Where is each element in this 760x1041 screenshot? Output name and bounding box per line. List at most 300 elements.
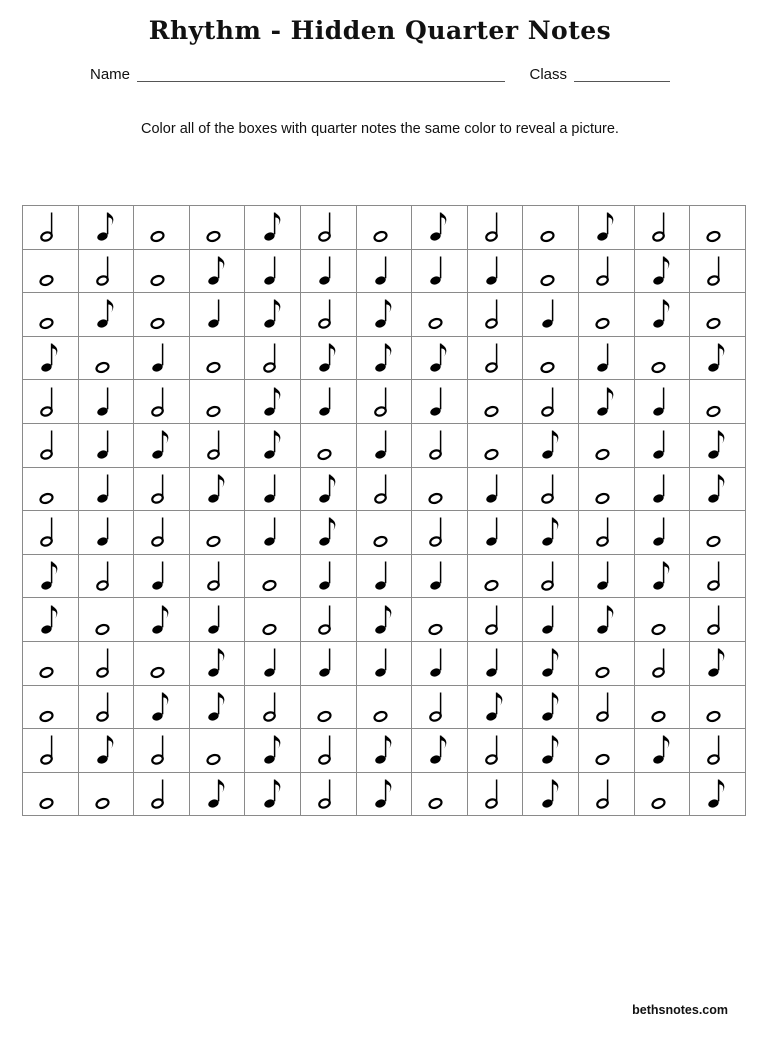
page-title: Rhythm - Hidden Quarter Notes [148, 16, 612, 45]
eighth-note-icon [369, 776, 399, 812]
half-note-icon [480, 340, 510, 376]
whole-note-icon [591, 296, 621, 332]
note-cell-whole-note[interactable] [189, 380, 245, 424]
quarter-note-icon [146, 340, 176, 376]
note-cell-eighth-note[interactable] [690, 772, 746, 816]
note-cell-whole-note[interactable] [300, 685, 356, 729]
note-cell-eighth-note[interactable] [690, 423, 746, 467]
half-note-icon [313, 776, 343, 812]
quarter-note-icon [647, 427, 677, 463]
note-grid [22, 205, 746, 816]
quarter-note-icon [91, 471, 121, 507]
quarter-note-icon [91, 514, 121, 550]
note-cell-whole-note[interactable] [634, 336, 690, 380]
note-cell-eighth-note[interactable] [356, 598, 412, 642]
note-cell-whole-note[interactable] [300, 423, 356, 467]
note-cell-half-note[interactable] [189, 554, 245, 598]
note-cell-whole-note[interactable] [134, 206, 190, 250]
half-note-icon [146, 732, 176, 768]
eighth-note-icon [313, 340, 343, 376]
note-cell-eighth-note[interactable] [356, 729, 412, 773]
eighth-note-icon [258, 384, 288, 420]
note-cell-eighth-note[interactable] [23, 554, 79, 598]
eighth-note-icon [536, 776, 566, 812]
whole-note-icon [35, 689, 65, 725]
note-cell-eighth-note[interactable] [23, 336, 79, 380]
note-cell-eighth-note[interactable] [189, 641, 245, 685]
note-cell-half-note[interactable] [300, 772, 356, 816]
note-cell-half-note[interactable] [467, 772, 523, 816]
note-cell-eighth-note[interactable] [245, 293, 301, 337]
whole-note-icon [424, 602, 454, 638]
whole-note-icon [202, 514, 232, 550]
note-cell-eighth-note[interactable] [690, 336, 746, 380]
quarter-note-icon [424, 253, 454, 289]
note-cell-quarter-note[interactable] [134, 336, 190, 380]
note-cell-eighth-note[interactable] [412, 729, 468, 773]
note-cell-eighth-note[interactable] [134, 685, 190, 729]
note-cell-whole-note[interactable] [356, 206, 412, 250]
quarter-note-icon [480, 253, 510, 289]
eighth-note-icon [536, 645, 566, 681]
eighth-note-icon [369, 732, 399, 768]
note-cell-eighth-note[interactable] [300, 336, 356, 380]
note-cell-whole-note[interactable] [23, 467, 79, 511]
whole-note-icon [702, 384, 732, 420]
note-cell-quarter-note[interactable] [634, 423, 690, 467]
note-cell-whole-note[interactable] [412, 293, 468, 337]
eighth-note-icon [35, 602, 65, 638]
note-cell-eighth-note[interactable] [245, 423, 301, 467]
note-cell-eighth-note[interactable] [412, 336, 468, 380]
note-cell-eighth-note[interactable] [523, 729, 579, 773]
quarter-note-icon [258, 645, 288, 681]
note-cell-eighth-note[interactable] [634, 729, 690, 773]
half-note-icon [424, 689, 454, 725]
note-cell-half-note[interactable] [134, 380, 190, 424]
note-cell-half-note[interactable] [690, 554, 746, 598]
half-note-icon [536, 384, 566, 420]
half-note-icon [591, 514, 621, 550]
eighth-note-icon [424, 209, 454, 245]
note-cell-half-note[interactable] [578, 511, 634, 555]
note-cell-half-note[interactable] [134, 511, 190, 555]
eighth-note-icon [647, 732, 677, 768]
note-cell-eighth-note[interactable] [134, 598, 190, 642]
eighth-note-icon [258, 732, 288, 768]
note-cell-eighth-note[interactable] [523, 423, 579, 467]
note-grid-row [23, 511, 746, 555]
note-cell-eighth-note[interactable] [78, 729, 134, 773]
note-cell-quarter-note[interactable] [412, 249, 468, 293]
whole-note-icon [35, 645, 65, 681]
half-note-icon [35, 732, 65, 768]
whole-note-icon [702, 296, 732, 332]
whole-note-icon [591, 645, 621, 681]
half-note-icon [480, 776, 510, 812]
half-note-icon [313, 602, 343, 638]
whole-note-icon [424, 776, 454, 812]
note-cell-quarter-note[interactable] [245, 249, 301, 293]
note-cell-quarter-note[interactable] [412, 380, 468, 424]
note-cell-whole-note[interactable] [78, 336, 134, 380]
whole-note-icon [591, 471, 621, 507]
note-cell-half-note[interactable] [189, 423, 245, 467]
note-cell-half-note[interactable] [690, 598, 746, 642]
eighth-note-icon [591, 384, 621, 420]
note-cell-quarter-note[interactable] [634, 511, 690, 555]
half-note-icon [647, 209, 677, 245]
whole-note-icon [202, 384, 232, 420]
note-cell-eighth-note[interactable] [690, 641, 746, 685]
note-cell-eighth-note[interactable] [523, 511, 579, 555]
whole-note-icon [369, 514, 399, 550]
note-cell-quarter-note[interactable] [634, 380, 690, 424]
note-cell-eighth-note[interactable] [245, 729, 301, 773]
note-cell-eighth-note[interactable] [578, 206, 634, 250]
note-cell-quarter-note[interactable] [523, 293, 579, 337]
note-grid-row [23, 554, 746, 598]
note-cell-half-note[interactable] [78, 685, 134, 729]
note-cell-quarter-note[interactable] [634, 467, 690, 511]
note-cell-eighth-note[interactable] [523, 772, 579, 816]
eighth-note-icon [202, 645, 232, 681]
note-cell-quarter-note[interactable] [467, 467, 523, 511]
eighth-note-icon [591, 602, 621, 638]
note-cell-whole-note[interactable] [690, 380, 746, 424]
note-cell-whole-note[interactable] [23, 772, 79, 816]
note-cell-half-note[interactable] [23, 423, 79, 467]
quarter-note-icon [369, 558, 399, 594]
note-cell-quarter-note[interactable] [78, 423, 134, 467]
note-cell-quarter-note[interactable] [356, 423, 412, 467]
note-cell-half-note[interactable] [134, 467, 190, 511]
note-cell-whole-note[interactable] [189, 729, 245, 773]
note-cell-quarter-note[interactable] [300, 554, 356, 598]
note-cell-quarter-note[interactable] [78, 467, 134, 511]
student-info-row [0, 45, 760, 82]
note-cell-quarter-note[interactable] [300, 641, 356, 685]
note-cell-eighth-note[interactable] [412, 206, 468, 250]
half-note-icon [313, 296, 343, 332]
note-cell-half-note[interactable] [412, 685, 468, 729]
note-grid-row [23, 206, 746, 250]
note-cell-quarter-note[interactable] [300, 380, 356, 424]
whole-note-icon [35, 296, 65, 332]
note-cell-half-note[interactable] [78, 641, 134, 685]
note-cell-quarter-note[interactable] [300, 249, 356, 293]
note-cell-whole-note[interactable] [578, 729, 634, 773]
note-cell-whole-note[interactable] [78, 772, 134, 816]
note-cell-quarter-note[interactable] [467, 249, 523, 293]
note-cell-quarter-note[interactable] [78, 380, 134, 424]
note-cell-quarter-note[interactable] [78, 511, 134, 555]
note-cell-whole-note[interactable] [690, 511, 746, 555]
note-cell-eighth-note[interactable] [578, 380, 634, 424]
note-cell-quarter-note[interactable] [523, 598, 579, 642]
note-cell-whole-note[interactable] [356, 685, 412, 729]
note-cell-whole-note[interactable] [23, 641, 79, 685]
note-cell-whole-note[interactable] [690, 206, 746, 250]
whole-note-icon [258, 602, 288, 638]
note-cell-whole-note[interactable] [690, 685, 746, 729]
note-cell-eighth-note[interactable] [634, 293, 690, 337]
note-cell-whole-note[interactable] [23, 249, 79, 293]
eighth-note-icon [702, 340, 732, 376]
note-cell-half-note[interactable] [412, 423, 468, 467]
whole-note-icon [258, 558, 288, 594]
note-cell-half-note[interactable] [467, 293, 523, 337]
whole-note-icon [35, 471, 65, 507]
note-cell-eighth-note[interactable] [356, 336, 412, 380]
note-cell-eighth-note[interactable] [300, 467, 356, 511]
whole-note-icon [202, 209, 232, 245]
note-cell-quarter-note[interactable] [189, 293, 245, 337]
note-cell-half-note[interactable] [356, 380, 412, 424]
whole-note-icon [146, 209, 176, 245]
note-cell-whole-note[interactable] [578, 467, 634, 511]
eighth-note-icon [536, 514, 566, 550]
whole-note-icon [91, 340, 121, 376]
note-cell-quarter-note[interactable] [578, 336, 634, 380]
note-cell-half-note[interactable] [578, 685, 634, 729]
note-grid-container [22, 205, 732, 816]
note-cell-eighth-note[interactable] [690, 467, 746, 511]
note-cell-quarter-note[interactable] [412, 641, 468, 685]
whole-note-icon [313, 427, 343, 463]
note-cell-half-note[interactable] [23, 380, 79, 424]
note-cell-eighth-note[interactable] [634, 249, 690, 293]
note-cell-half-note[interactable] [23, 206, 79, 250]
eighth-note-icon [702, 471, 732, 507]
quarter-note-icon [91, 427, 121, 463]
note-cell-whole-note[interactable] [412, 772, 468, 816]
note-cell-whole-note[interactable] [134, 249, 190, 293]
note-cell-eighth-note[interactable] [578, 598, 634, 642]
note-cell-half-note[interactable] [78, 554, 134, 598]
whole-note-icon [702, 209, 732, 245]
quarter-note-icon [369, 427, 399, 463]
half-note-icon [369, 471, 399, 507]
note-cell-whole-note[interactable] [23, 293, 79, 337]
note-cell-whole-note[interactable] [523, 336, 579, 380]
note-cell-half-note[interactable] [467, 206, 523, 250]
note-cell-whole-note[interactable] [523, 206, 579, 250]
note-cell-whole-note[interactable] [245, 598, 301, 642]
note-cell-half-note[interactable] [78, 249, 134, 293]
note-cell-eighth-note[interactable] [356, 293, 412, 337]
half-note-icon [91, 645, 121, 681]
note-cell-eighth-note[interactable] [134, 423, 190, 467]
whole-note-icon [369, 209, 399, 245]
note-cell-eighth-note[interactable] [189, 249, 245, 293]
note-cell-quarter-note[interactable] [356, 641, 412, 685]
note-cell-half-note[interactable] [300, 729, 356, 773]
note-cell-whole-note[interactable] [412, 598, 468, 642]
note-cell-half-note[interactable] [578, 249, 634, 293]
note-cell-eighth-note[interactable] [245, 772, 301, 816]
note-cell-eighth-note[interactable] [356, 772, 412, 816]
quarter-note-icon [313, 253, 343, 289]
note-cell-quarter-note[interactable] [356, 249, 412, 293]
note-cell-half-note[interactable] [245, 685, 301, 729]
note-grid-row [23, 467, 746, 511]
quarter-note-icon [647, 514, 677, 550]
note-cell-eighth-note[interactable] [189, 467, 245, 511]
instructions-text: Color all of the boxes with quarter notes the same color to reveal a picture. [141, 121, 619, 137]
name-input[interactable] [137, 67, 505, 82]
note-cell-half-note[interactable] [300, 293, 356, 337]
half-note-icon [369, 384, 399, 420]
whole-note-icon [146, 645, 176, 681]
eighth-note-icon [202, 253, 232, 289]
half-note-icon [146, 514, 176, 550]
note-cell-half-note[interactable] [23, 729, 79, 773]
whole-note-icon [91, 602, 121, 638]
note-cell-half-note[interactable] [412, 511, 468, 555]
eighth-note-icon [647, 253, 677, 289]
note-cell-eighth-note[interactable] [634, 554, 690, 598]
note-cell-half-note[interactable] [690, 249, 746, 293]
note-cell-whole-note[interactable] [189, 511, 245, 555]
note-cell-quarter-note[interactable] [245, 467, 301, 511]
note-cell-whole-note[interactable] [634, 685, 690, 729]
eighth-note-icon [369, 296, 399, 332]
note-cell-whole-note[interactable] [578, 641, 634, 685]
eighth-note-icon [424, 340, 454, 376]
note-cell-quarter-note[interactable] [412, 554, 468, 598]
whole-note-icon [91, 776, 121, 812]
note-cell-half-note[interactable] [134, 772, 190, 816]
half-note-icon [258, 340, 288, 376]
note-cell-quarter-note[interactable] [134, 554, 190, 598]
note-cell-whole-note[interactable] [23, 685, 79, 729]
note-cell-whole-note[interactable] [578, 293, 634, 337]
whole-note-icon [647, 340, 677, 376]
note-cell-half-note[interactable] [578, 772, 634, 816]
whole-note-icon [591, 427, 621, 463]
whole-note-icon [424, 296, 454, 332]
note-cell-eighth-note[interactable] [523, 685, 579, 729]
eighth-note-icon [35, 340, 65, 376]
quarter-note-icon [369, 253, 399, 289]
note-cell-quarter-note[interactable] [189, 598, 245, 642]
note-grid-row [23, 772, 746, 816]
note-cell-quarter-note[interactable] [578, 554, 634, 598]
note-cell-eighth-note[interactable] [523, 641, 579, 685]
note-cell-half-note[interactable] [300, 206, 356, 250]
eighth-note-icon [91, 209, 121, 245]
whole-note-icon [647, 776, 677, 812]
half-note-icon [202, 558, 232, 594]
note-cell-whole-note[interactable] [412, 467, 468, 511]
note-cell-half-note[interactable] [467, 336, 523, 380]
note-cell-whole-note[interactable] [134, 641, 190, 685]
half-note-icon [702, 253, 732, 289]
note-cell-whole-note[interactable] [189, 336, 245, 380]
note-cell-whole-note[interactable] [634, 598, 690, 642]
note-cell-quarter-note[interactable] [245, 511, 301, 555]
eighth-note-icon [258, 776, 288, 812]
note-cell-half-note[interactable] [300, 598, 356, 642]
note-cell-quarter-note[interactable] [467, 511, 523, 555]
note-cell-whole-note[interactable] [634, 772, 690, 816]
note-cell-eighth-note[interactable] [78, 293, 134, 337]
note-cell-half-note[interactable] [467, 598, 523, 642]
note-cell-half-note[interactable] [23, 511, 79, 555]
note-cell-whole-note[interactable] [134, 293, 190, 337]
whole-note-icon [702, 514, 732, 550]
note-cell-eighth-note[interactable] [467, 685, 523, 729]
note-cell-half-note[interactable] [467, 729, 523, 773]
half-note-icon [480, 602, 510, 638]
note-cell-quarter-note[interactable] [245, 641, 301, 685]
eighth-note-icon [480, 689, 510, 725]
note-cell-eighth-note[interactable] [23, 598, 79, 642]
note-cell-half-note[interactable] [634, 206, 690, 250]
note-cell-half-note[interactable] [523, 554, 579, 598]
note-cell-eighth-note[interactable] [189, 772, 245, 816]
eighth-note-icon [313, 471, 343, 507]
note-cell-whole-note[interactable] [690, 293, 746, 337]
note-cell-whole-note[interactable] [245, 554, 301, 598]
half-note-icon [91, 253, 121, 289]
whole-note-icon [35, 253, 65, 289]
whole-note-icon [146, 296, 176, 332]
note-cell-half-note[interactable] [523, 467, 579, 511]
note-cell-quarter-note[interactable] [356, 554, 412, 598]
note-cell-whole-note[interactable] [467, 554, 523, 598]
note-cell-whole-note[interactable] [523, 249, 579, 293]
whole-note-icon [424, 471, 454, 507]
note-cell-quarter-note[interactable] [467, 641, 523, 685]
note-cell-whole-note[interactable] [78, 598, 134, 642]
note-cell-eighth-note[interactable] [300, 511, 356, 555]
eighth-note-icon [258, 209, 288, 245]
whole-note-icon [146, 253, 176, 289]
half-note-icon [35, 209, 65, 245]
note-cell-half-note[interactable] [634, 641, 690, 685]
note-cell-half-note[interactable] [523, 380, 579, 424]
note-cell-whole-note[interactable] [467, 380, 523, 424]
whole-note-icon [480, 427, 510, 463]
note-cell-half-note[interactable] [690, 729, 746, 773]
note-cell-eighth-note[interactable] [245, 206, 301, 250]
note-cell-half-note[interactable] [356, 467, 412, 511]
half-note-icon [536, 558, 566, 594]
eighth-note-icon [647, 296, 677, 332]
note-cell-half-note[interactable] [134, 729, 190, 773]
note-cell-whole-note[interactable] [467, 423, 523, 467]
note-cell-half-note[interactable] [245, 336, 301, 380]
half-note-icon [480, 296, 510, 332]
note-cell-whole-note[interactable] [356, 511, 412, 555]
note-cell-eighth-note[interactable] [189, 685, 245, 729]
quarter-note-icon [313, 645, 343, 681]
half-note-icon [591, 253, 621, 289]
class-input[interactable] [574, 67, 670, 82]
whole-note-icon [702, 689, 732, 725]
half-note-icon [702, 732, 732, 768]
note-cell-eighth-note[interactable] [78, 206, 134, 250]
note-cell-whole-note[interactable] [189, 206, 245, 250]
whole-note-icon [35, 776, 65, 812]
note-cell-whole-note[interactable] [578, 423, 634, 467]
note-grid-row [23, 380, 746, 424]
eighth-note-icon [91, 296, 121, 332]
note-cell-eighth-note[interactable] [245, 380, 301, 424]
note-grid-row [23, 729, 746, 773]
